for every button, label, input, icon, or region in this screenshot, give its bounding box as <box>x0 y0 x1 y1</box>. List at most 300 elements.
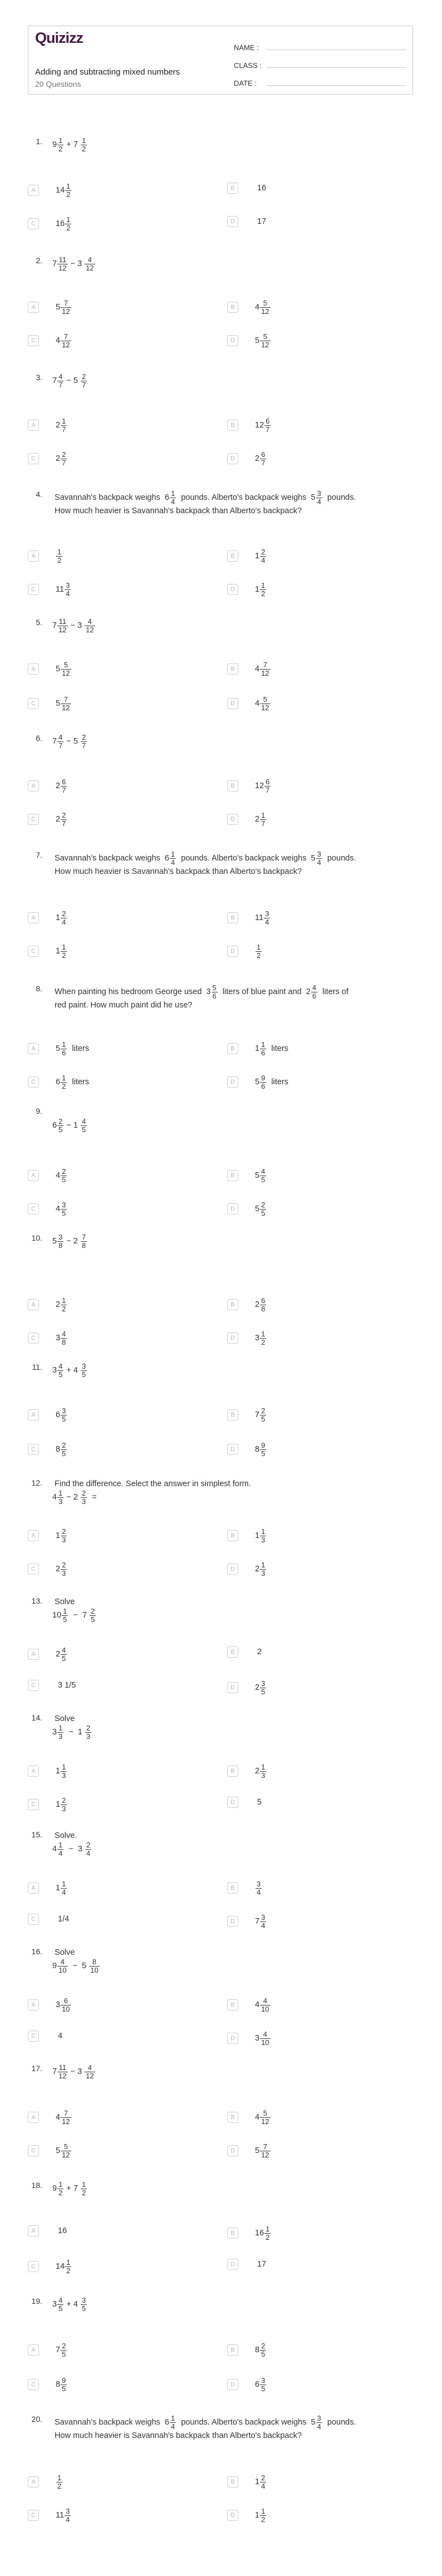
answer-choice-a[interactable] <box>28 548 206 564</box>
numerator: 2 <box>81 1489 86 1498</box>
answer-choice-c[interactable] <box>28 1680 206 1691</box>
denominator: 2 <box>66 223 71 232</box>
choice-letter-box[interactable]: D <box>227 2145 238 2156</box>
answer-choice-d[interactable] <box>227 1680 405 1695</box>
question-prompt <box>52 734 414 749</box>
answer-choice-b[interactable] <box>227 1646 405 1658</box>
choice-letter-box[interactable]: A <box>28 420 39 431</box>
choice-letter-box[interactable]: C <box>28 584 39 595</box>
whole-number: 1 <box>255 551 260 561</box>
choice-text <box>56 812 67 827</box>
numerator: 1 <box>62 417 66 425</box>
class-field[interactable] <box>234 52 406 70</box>
choice-letter-box[interactable]: A <box>28 302 39 313</box>
choice-text <box>255 548 267 564</box>
answer-choice-a[interactable] <box>28 2474 206 2490</box>
answer-choice-d[interactable] <box>227 812 405 827</box>
choice-letter-box[interactable]: D <box>227 698 238 709</box>
answer-choice-a[interactable] <box>28 1041 206 1056</box>
fraction <box>260 1763 266 1779</box>
whole-number: 2 <box>56 1300 61 1309</box>
fraction <box>57 373 63 389</box>
choice-letter-box[interactable]: B <box>227 420 238 431</box>
choice-letter-box[interactable]: C <box>28 335 39 346</box>
answer-choice-d[interactable] <box>227 2259 405 2270</box>
question-prompt <box>52 2181 414 2196</box>
answer-choice-b[interactable] <box>227 1528 405 1543</box>
answer-choice-c[interactable] <box>28 943 206 959</box>
denominator: 8 <box>81 1241 86 1250</box>
choice-letter-box[interactable]: C <box>28 946 39 957</box>
whole-number: 16 <box>255 2228 264 2238</box>
answer-choice-d[interactable] <box>227 943 405 959</box>
choice-letter-box[interactable]: A <box>28 1882 39 1894</box>
denominator: 2 <box>257 951 261 960</box>
fraction <box>57 734 63 749</box>
choice-letter-box[interactable]: D <box>227 2259 238 2270</box>
choice-letter-box[interactable]: D <box>227 453 238 464</box>
choice-letter-box[interactable]: D <box>227 1682 238 1693</box>
choice-letter-box[interactable]: D <box>227 1203 238 1215</box>
answer-choice-c[interactable] <box>28 812 206 827</box>
answer-choice-a[interactable] <box>28 661 206 677</box>
choice-text <box>56 183 72 198</box>
numerator: 1 <box>261 1561 266 1569</box>
question-text: + 7 <box>64 2184 80 2193</box>
choice-letter-box[interactable]: D <box>227 1797 238 1808</box>
fraction <box>260 1914 266 1929</box>
question-number: 8. <box>36 984 42 993</box>
choice-text <box>255 2508 267 2523</box>
answer-choice-a[interactable] <box>28 1880 206 1896</box>
choice-letter-box[interactable]: A <box>28 780 39 792</box>
numerator: 2 <box>58 1117 63 1125</box>
choice-letter-box[interactable]: C <box>28 1444 39 1455</box>
answer-choice-c[interactable] <box>28 1914 206 1925</box>
denominator: 3 <box>58 1732 63 1741</box>
fraction <box>260 696 270 711</box>
choice-letter-box[interactable]: C <box>28 1076 39 1088</box>
fraction <box>65 2508 71 2523</box>
answer-choice-d[interactable] <box>227 2031 405 2046</box>
choice-text <box>56 2032 65 2041</box>
answer-choice-c[interactable] <box>28 1201 206 1217</box>
answer-choice-a[interactable] <box>28 299 206 315</box>
choice-letter-box[interactable]: B <box>227 1766 238 1777</box>
prompt-line <box>52 2415 414 2430</box>
answer-choice-d[interactable] <box>227 1797 405 1808</box>
choice-letter-box[interactable]: A <box>28 2112 39 2123</box>
denominator: 4 <box>66 2515 70 2524</box>
choice-letter-box[interactable]: B <box>227 912 238 923</box>
answer-choice-b[interactable] <box>227 1880 405 1896</box>
choice-letter-box[interactable]: A <box>28 1043 39 1054</box>
answer-choice-b[interactable] <box>227 778 405 794</box>
answer-choice-c[interactable] <box>28 333 206 348</box>
choice-letter-box[interactable]: D <box>227 2510 238 2521</box>
numerator: 1 <box>170 850 175 858</box>
answer-choice-c[interactable] <box>28 2031 206 2042</box>
answer-choice-d[interactable] <box>227 1201 405 1217</box>
whole-number: 5 <box>52 1236 57 1246</box>
answer-choice-b[interactable] <box>227 1407 405 1423</box>
choice-letter-box[interactable]: C <box>28 2031 39 2042</box>
answer-choice-c[interactable] <box>28 1074 206 1090</box>
answer-choice-d[interactable] <box>227 1914 405 1929</box>
choice-letter-box[interactable]: C <box>28 2145 39 2156</box>
choice-letter-box[interactable]: D <box>227 1333 238 1344</box>
choice-letter-box[interactable]: B <box>227 2476 238 2487</box>
fraction <box>57 2297 63 2312</box>
question-text: Find the difference. Select the answer in simplest form. <box>52 1479 253 1488</box>
choice-letter-box[interactable]: C <box>28 2379 39 2390</box>
answer-choice-b[interactable] <box>227 183 405 194</box>
fraction <box>264 910 270 926</box>
question-number: 3. <box>36 373 42 382</box>
choice-letter-box[interactable]: D <box>227 1916 238 1927</box>
whole-number: 5 <box>308 2417 316 2427</box>
choice-letter-box[interactable]: D <box>227 1564 238 1575</box>
answer-choice-b[interactable] <box>227 910 405 926</box>
answer-choice-c[interactable] <box>28 2377 206 2392</box>
denominator: 5 <box>58 2304 63 2313</box>
answer-choice-b[interactable] <box>227 1763 405 1779</box>
answer-choice-b[interactable] <box>227 1997 405 2013</box>
answer-choice-a[interactable] <box>28 1407 206 1423</box>
answer-choice-d[interactable] <box>227 582 405 597</box>
fraction <box>316 490 322 505</box>
choice-letter-box[interactable]: C <box>28 1680 39 1691</box>
choice-letter-box[interactable]: B <box>227 550 238 562</box>
question-text: liters <box>67 1044 92 1053</box>
choice-letter-box[interactable]: B <box>227 663 238 675</box>
choice-letter-box[interactable]: C <box>28 2261 39 2272</box>
answer-choice-d[interactable] <box>227 696 405 711</box>
answer-choice-c[interactable] <box>28 1442 206 1457</box>
fraction <box>260 2143 270 2159</box>
choice-letter-box[interactable]: B <box>227 1170 238 1181</box>
question-prompt <box>52 1713 414 1741</box>
prompt-line <box>52 2297 414 2312</box>
fraction <box>61 1330 67 1346</box>
choice-text <box>255 1880 262 1896</box>
whole-number: 3 <box>52 1365 57 1375</box>
answer-choice-c[interactable] <box>28 1561 206 1577</box>
question-text: 17 <box>255 217 269 226</box>
choice-letter-box[interactable]: A <box>28 1409 39 1420</box>
answer-choice-a[interactable] <box>28 1168 206 1183</box>
choice-text <box>56 216 72 232</box>
choice-letter-box[interactable]: A <box>28 2476 39 2487</box>
choice-letter-box[interactable]: C <box>28 1333 39 1344</box>
denominator: 2 <box>62 951 66 960</box>
answer-choice-b[interactable] <box>227 417 405 433</box>
choice-letter-box[interactable]: A <box>28 2344 39 2356</box>
answer-choice-d[interactable] <box>227 1561 405 1577</box>
date-line[interactable] <box>266 77 406 86</box>
question-text: pounds. <box>322 493 358 502</box>
choice-letter-box[interactable]: A <box>28 1170 39 1181</box>
whole-number: 12 <box>255 420 264 430</box>
answer-choice-a[interactable] <box>28 2110 206 2125</box>
question-number: 15. <box>31 1830 42 1839</box>
choice-letter-box[interactable]: C <box>28 2510 39 2521</box>
numerator: 1 <box>81 136 86 145</box>
choice-letter-box[interactable]: C <box>28 698 39 709</box>
answer-choice-b[interactable] <box>227 299 405 315</box>
choice-letter-box[interactable]: A <box>28 185 39 196</box>
numerator: 4 <box>263 2030 267 2038</box>
question-text: + 4 <box>64 1365 80 1375</box>
name-field[interactable] <box>234 34 406 52</box>
numerator: 2 <box>62 910 66 918</box>
prompt-line <box>52 1596 414 1607</box>
fraction <box>61 1528 67 1543</box>
answer-choice-a[interactable] <box>28 417 206 433</box>
answer-choice-d[interactable] <box>227 451 405 466</box>
answer-choice-d[interactable] <box>227 2377 405 2392</box>
whole-number: 3 <box>204 987 211 996</box>
denominator: 4 <box>317 2422 321 2431</box>
question-text: − 1 <box>64 1728 85 1737</box>
whole-number: 11 <box>56 584 65 594</box>
choice-letter-box[interactable]: D <box>227 2033 238 2044</box>
answer-choice-c[interactable] <box>28 2508 206 2523</box>
answer-choice-b[interactable] <box>227 2474 405 2490</box>
choice-letter-box[interactable]: A <box>28 1766 39 1777</box>
choice-letter-box[interactable]: D <box>227 584 238 595</box>
prompt-line <box>52 734 414 749</box>
numerator: 7 <box>63 332 68 341</box>
answer-choice-a[interactable] <box>28 1528 206 1543</box>
answer-choice-d[interactable] <box>227 216 405 227</box>
question-text: − 5 <box>64 376 80 385</box>
choice-text <box>56 417 67 433</box>
choice-letter-box[interactable]: C <box>28 453 39 464</box>
name-line[interactable] <box>266 42 406 50</box>
answer-choice-b[interactable] <box>227 1168 405 1183</box>
denominator: 2 <box>266 2233 270 2241</box>
denominator: 6 <box>261 1048 266 1057</box>
answer-choice-a[interactable] <box>28 183 206 198</box>
choice-letter-box[interactable]: C <box>28 1203 39 1215</box>
denominator: 3 <box>261 1535 266 1544</box>
choice-letter-box[interactable]: B <box>227 1882 238 1894</box>
choice-letter-box[interactable]: B <box>227 1646 238 1658</box>
question-text: When painting his bedroom George used <box>52 987 204 996</box>
whole-number: 8 <box>56 1444 61 1454</box>
numerator: 6 <box>266 778 270 786</box>
answer-choice-d[interactable] <box>227 2508 405 2523</box>
choice-text <box>255 2110 271 2125</box>
answer-choice-b[interactable] <box>227 1297 405 1312</box>
answer-choice-a[interactable] <box>28 1997 206 2013</box>
fraction <box>260 1997 270 2013</box>
numerator: 7 <box>263 661 267 669</box>
prompt-line <box>52 505 414 517</box>
choice-text <box>255 1041 291 1056</box>
answer-choice-d[interactable] <box>227 1442 405 1457</box>
numerator: 1 <box>261 1040 266 1049</box>
answer-choice-b[interactable] <box>227 2110 405 2125</box>
question-text: 16 <box>56 2226 70 2235</box>
fraction <box>81 373 87 389</box>
numerator: 1 <box>58 1841 63 1850</box>
answer-choice-b[interactable] <box>227 2342 405 2358</box>
whole-number: 2 <box>56 814 61 824</box>
choice-letter-box[interactable]: C <box>28 1564 39 1575</box>
choice-letter-box[interactable]: A <box>28 2225 39 2236</box>
denominator: 6 <box>62 1048 66 1057</box>
answer-choice-c[interactable] <box>28 696 206 711</box>
numerator: 2 <box>86 1724 91 1733</box>
choice-letter-box[interactable]: C <box>28 814 39 825</box>
fraction <box>260 548 266 564</box>
answer-choice-b[interactable] <box>227 661 405 677</box>
denominator: 12 <box>58 625 67 634</box>
choice-letter-box[interactable]: A <box>28 1649 39 1660</box>
fraction <box>56 2474 62 2490</box>
choice-letter-box[interactable]: A <box>28 1299 39 1310</box>
answer-choice-b[interactable] <box>227 1041 405 1056</box>
choice-letter-box[interactable]: D <box>227 946 238 957</box>
answer-choice-a[interactable] <box>28 2225 206 2236</box>
choice-letter-box[interactable]: A <box>28 1530 39 1541</box>
choice-letter-box[interactable]: B <box>227 780 238 792</box>
whole-number: 2 <box>56 1649 61 1659</box>
denominator: 4 <box>86 1849 91 1857</box>
question-text: pounds. Alberto's backpack weighs <box>176 493 309 502</box>
class-line[interactable] <box>266 60 406 68</box>
denominator: 2 <box>261 589 266 598</box>
denominator: 12 <box>261 340 269 349</box>
prompt-line <box>52 851 414 866</box>
answer-choice-c[interactable] <box>28 582 206 597</box>
choice-letter-box[interactable]: B <box>227 1999 238 2010</box>
question-prompt <box>52 2415 414 2442</box>
fraction <box>61 1297 67 1312</box>
date-field[interactable] <box>234 70 406 87</box>
choice-letter-box[interactable]: A <box>28 1999 39 2010</box>
choice-text <box>56 299 72 315</box>
answer-choice-a[interactable] <box>28 910 206 926</box>
numerator: 5 <box>263 2109 267 2117</box>
answer-choice-a[interactable] <box>28 1646 206 1662</box>
fraction <box>61 1168 67 1183</box>
answer-choice-c[interactable] <box>28 2259 206 2274</box>
numerator: 2 <box>62 811 66 819</box>
choice-text <box>56 1074 91 1090</box>
fraction <box>85 1841 91 1857</box>
answer-choice-c[interactable] <box>28 1330 206 1346</box>
prompt-line <box>52 490 414 505</box>
whole-number: 3 <box>56 2000 61 2009</box>
choice-letter-box[interactable]: B <box>227 1530 238 1541</box>
choice-letter-box[interactable]: D <box>227 216 238 227</box>
fraction <box>264 2225 271 2241</box>
answer-choice-d[interactable] <box>227 1074 405 1090</box>
numerator: 3 <box>257 1880 261 1888</box>
choice-letter-box[interactable]: B <box>227 302 238 313</box>
question-prompt <box>52 2297 414 2312</box>
question-text: − 3 <box>68 621 85 630</box>
choice-letter-box[interactable]: B <box>227 2112 238 2123</box>
denominator: 12 <box>62 307 70 316</box>
choice-letter-box[interactable]: B <box>227 2344 238 2356</box>
choice-letter-box[interactable]: D <box>227 814 238 825</box>
choice-letter-box[interactable]: B <box>227 1409 238 1420</box>
answer-choice-d[interactable] <box>227 2143 405 2159</box>
denominator: 8 <box>261 1304 266 1313</box>
choice-letter-box[interactable]: C <box>28 1914 39 1925</box>
answer-choice-a[interactable] <box>28 1297 206 1312</box>
choice-letter-box[interactable]: A <box>28 912 39 923</box>
choice-letter-box[interactable]: B <box>227 2228 238 2239</box>
choice-letter-box[interactable]: D <box>227 335 238 346</box>
fraction <box>89 1958 99 1974</box>
choice-letter-box[interactable]: A <box>28 663 39 675</box>
denominator: 2 <box>58 144 63 153</box>
prompt-line <box>52 2064 414 2080</box>
choice-letter-box[interactable]: B <box>227 183 238 194</box>
choice-letter-box[interactable]: D <box>227 1444 238 1455</box>
fraction <box>81 734 87 749</box>
choice-text <box>56 2143 72 2159</box>
question-text: + 7 <box>64 140 80 149</box>
prompt-line <box>52 866 414 877</box>
numerator: 1 <box>66 182 71 190</box>
answer-choice-a[interactable] <box>28 1763 206 1779</box>
choice-letter-box[interactable]: D <box>227 1076 238 1088</box>
whole-number: 1 <box>56 1766 61 1776</box>
denominator: 10 <box>62 2004 70 2013</box>
numerator: 1 <box>257 943 261 951</box>
choice-text <box>255 217 268 226</box>
whole-number: 7 <box>56 2345 61 2354</box>
answer-choice-d[interactable] <box>227 1330 405 1346</box>
choice-letter-box[interactable]: B <box>227 1043 238 1054</box>
answer-choice-d[interactable] <box>227 333 405 348</box>
answer-choice-a[interactable] <box>28 778 206 794</box>
choice-letter-box[interactable]: D <box>227 2379 238 2390</box>
choice-letter-box[interactable]: A <box>28 550 39 562</box>
numerator: 3 <box>81 1362 86 1370</box>
answer-choice-c[interactable] <box>28 216 206 232</box>
whole-number: 7 <box>52 259 57 268</box>
answer-choice-b[interactable] <box>227 2225 405 2241</box>
answer-choice-c[interactable] <box>28 2143 206 2159</box>
numerator: 3 <box>261 2376 266 2385</box>
choice-text <box>255 661 271 677</box>
choice-letter-box[interactable]: C <box>28 218 39 229</box>
answer-choice-a[interactable] <box>28 2342 206 2358</box>
whole-number: 6 <box>52 1120 57 1130</box>
question-text: liters <box>267 1077 291 1087</box>
choice-letter-box[interactable]: C <box>28 1799 39 1810</box>
answer-choice-c[interactable] <box>28 451 206 466</box>
denominator: 4 <box>257 1887 261 1896</box>
numerator: 2 <box>81 733 86 741</box>
numerator: 1 <box>57 548 62 556</box>
answer-choice-b[interactable] <box>227 548 405 564</box>
numerator: 5 <box>63 661 68 669</box>
denominator: 12 <box>261 668 269 677</box>
question-number: 19. <box>31 2297 42 2305</box>
prompt-line <box>52 1489 414 1505</box>
choice-letter-box[interactable]: B <box>227 1299 238 1310</box>
denominator: 7 <box>58 380 63 389</box>
answer-choice-c[interactable] <box>28 1797 206 1812</box>
